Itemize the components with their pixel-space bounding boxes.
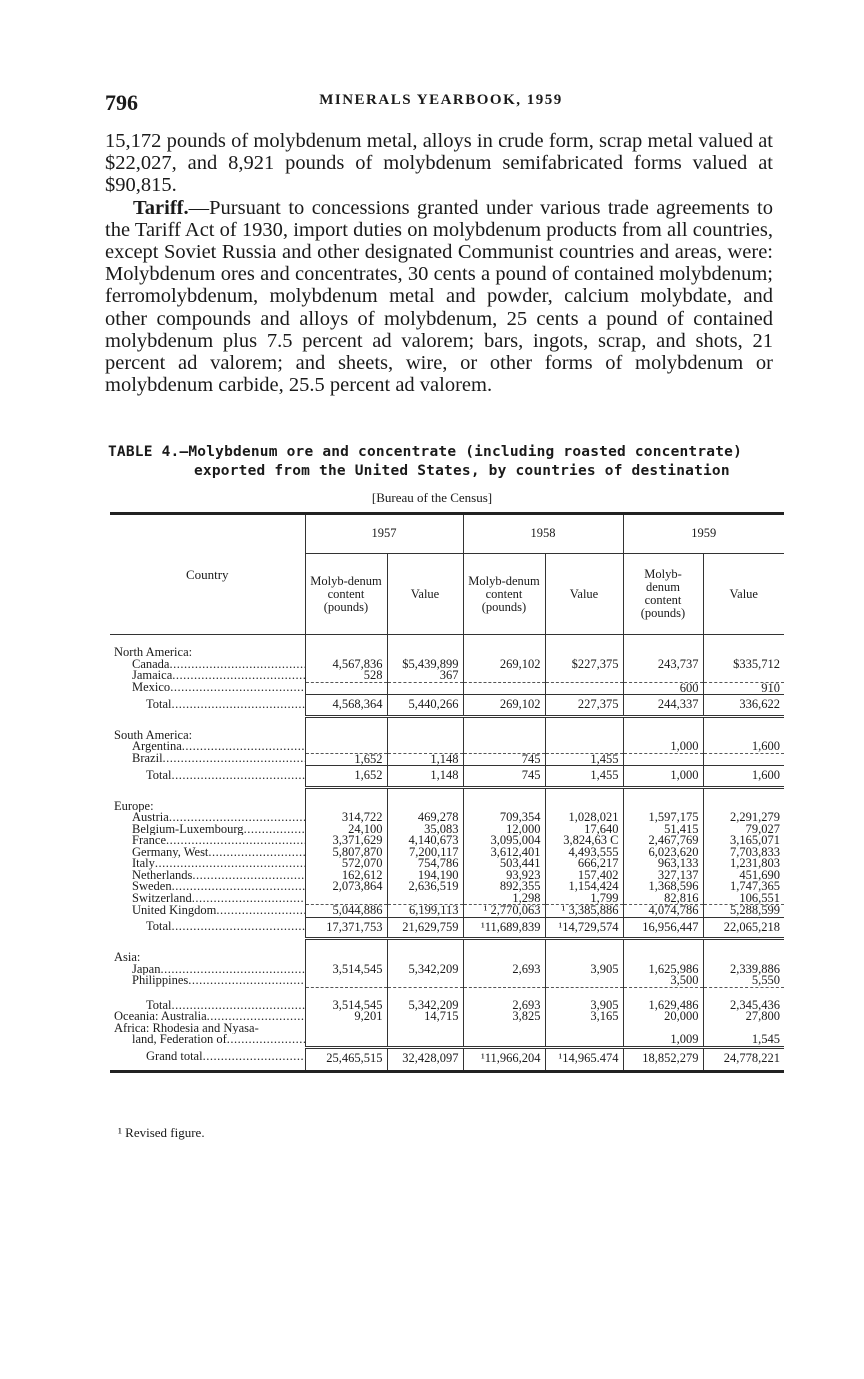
running-title: MINERALS YEARBOOK, 1959 — [319, 92, 563, 108]
tariff-text: —Pursuant to concessions granted under various trade agreements to the Tariff Act of 1930, import duties on molybdenum products from all countries, except Soviet Russia and other designated Communist countries and areas, were: Molybdenum ores and concentrates, 30 cents a pound of contained molybdenum; ferromolybdenum, molybdenum metal and powder, calcium molybdate, and other compounds and alloys of molybdenum, 25 cents a pound of contained molybdenum plus 7.5 percent ad valorem; bars, ingots, scrap, and shots, 21 percent ad valorem; and sheets, wire, or other forms of molybdenum or molybdenum carbide, 25.5 percent ad valorem. — [105, 196, 773, 397]
content-header: Molyb-denum content (pounds) — [305, 554, 387, 635]
table-source: [Bureau of the Census] — [371, 490, 493, 505]
table-row: France ..... 3,371,629 4,140,673 3,095,004 3,824,63 C 2,467,769 3,165,071 — [110, 835, 784, 847]
table-row: Canada ..... 4,567,836 $5,439,899 269,102 $227,375 243,737 $335,712 — [110, 659, 784, 671]
page-number: 796 — [105, 90, 138, 115]
total-row: Total ..... 17,371,753 21,629,759 ¹11,689,839 ¹14,729,574 16,956,447 22,065,218 — [110, 917, 784, 939]
total-row: Total ..... 4,568,364 5,440,266 269,102 227,375 244,337 336,622 — [110, 695, 784, 717]
table-row: Italy ..... 572,070 754,786 503,441 666,217 963,133 1,231,803 — [110, 858, 784, 870]
value-header: Value — [545, 554, 623, 635]
table-row: Oceania: Australia ..... 9,201 14,715 3,825 3,165 20,000 27,800 — [110, 1011, 784, 1023]
exports-table — [110, 512, 784, 1073]
total-row: Total ..... 1,652 1,148 745 1,455 1,000 1,600 — [110, 766, 784, 788]
table-row: United Kingdom ..... 5,044,886 6,199,113 ¹ 2,770,063 ¹ 3,385,886 4,074,786 5,288,599 — [110, 905, 784, 918]
table-row: Mexico ..... 600 910 — [110, 682, 784, 695]
table-title-line-1: TABLE 4.—Molybdenum ore and concentrate (including roasted concentrate) — [108, 444, 743, 460]
table-row: Argentina ..... 1,000 1,600 — [110, 741, 784, 753]
table-row: Sweden ..... 2,073,864 2,636,519 892,355 1,154,424 1,368,596 1,747,365 — [110, 881, 784, 893]
tariff-lead: Tariff. — [133, 196, 189, 219]
table-row: Asia: — [110, 952, 784, 964]
footnote: ¹ Revised figure. — [118, 1125, 205, 1140]
table-row: South America: — [110, 730, 784, 742]
table-title-line-2: exported from the United States, by countries of destination — [194, 463, 730, 479]
table-row: Japan ..... 3,514,545 5,342,209 2,693 3,905 1,625,986 2,339,886 — [110, 964, 784, 976]
country-header: Country — [110, 514, 305, 635]
table-row: Austria ..... 314,722 469,278 709,354 1,028,021 1,597,175 2,291,279 — [110, 812, 784, 824]
year-header-1959: 1959 — [623, 514, 784, 554]
paragraph-2 — [105, 197, 773, 397]
content-header: Molyb-denum content (pounds) — [463, 554, 545, 635]
table-row: Germany, West ..... 5,807,870 7,200,117 3,612,401 4,493,555 6,023,620 7,703,833 — [110, 847, 784, 859]
value-header: Value — [387, 554, 463, 635]
table-row: Africa: Rhodesia and Nyasa- — [110, 1023, 784, 1035]
body-text — [105, 130, 773, 396]
table-row: Europe: — [110, 801, 784, 813]
table-row: Belgium-Luxembourg ..... 24,100 35,083 12,000 17,640 51,415 79,027 — [110, 824, 784, 836]
year-header-1957: 1957 — [305, 514, 463, 554]
table-row: Jamaica ..... 528 367 — [110, 670, 784, 682]
table-row: North America: — [110, 647, 784, 659]
content-header: Molyb-denum content (pounds) — [623, 554, 703, 635]
table-row: Netherlands ..... 162,612 194,190 93,923 157,402 327,137 451,690 — [110, 870, 784, 882]
table-row: land, Federation of ..... 1,009 1,545 — [110, 1034, 784, 1047]
total-row: Total ..... 3,514,545 5,342,209 2,693 3,905 1,629,486 2,345,436 — [110, 1000, 784, 1012]
page-header — [105, 90, 777, 120]
paragraph-1: 15,172 pounds of molybdenum metal, alloys in crude form, scrap metal valued at $22,027, and 8,921 pounds of molybdenum semifabricated forms valued at $90,815. — [105, 130, 773, 197]
table-row: Brazil ..... 1,652 1,148 745 1,455 — [110, 753, 784, 766]
table-row: Switzerland ..... 1,298 1,799 82,816 106,551 — [110, 893, 784, 905]
year-header-1958: 1958 — [463, 514, 623, 554]
value-header: Value — [703, 554, 784, 635]
table-title — [108, 443, 778, 481]
grand-total-row: Grand total ..... 25,465,515 32,428,097 ¹11,966,204 ¹14,965.474 18,852,279 24,778,221 — [110, 1047, 784, 1072]
table-row: Philippines ..... 3,500 5,550 — [110, 975, 784, 987]
